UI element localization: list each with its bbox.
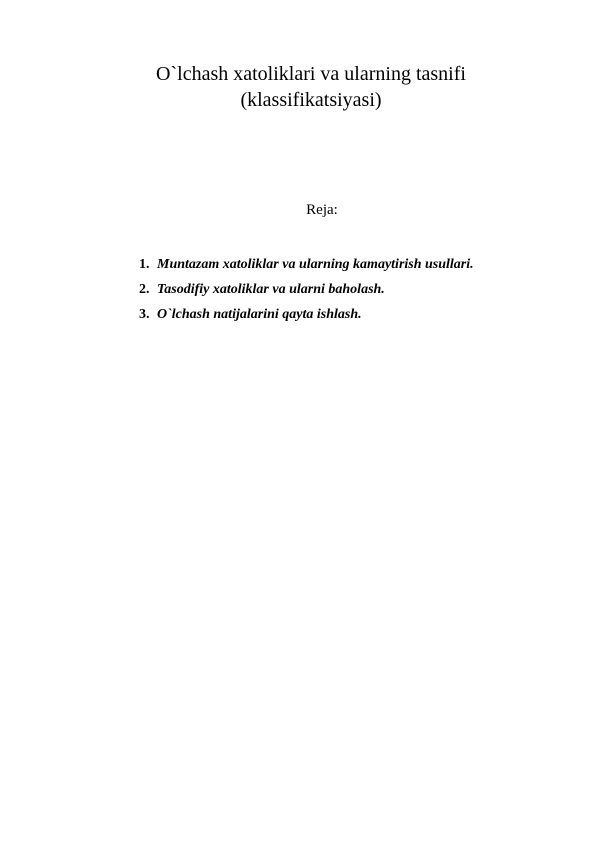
document-subtitle: (klassifikatsiyasi) (240, 89, 382, 111)
list-item (139, 302, 474, 327)
list-item (139, 252, 474, 277)
list-item-text: O`lchash natijalarini qayta ishlash. (157, 307, 362, 322)
document-title: O`lchash xatoliklari va ularning tasnifi (156, 63, 466, 85)
list-item-text: Tasodifiy xatoliklar va ularni baholash. (157, 282, 385, 297)
list-item-number: 2. (139, 282, 150, 297)
list-item-number: 1. (139, 257, 150, 272)
list-item-number: 3. (139, 307, 150, 322)
plan-list (139, 252, 474, 327)
plan-heading: Reja: (306, 202, 338, 218)
list-item-text: Muntazam xatoliklar va ularning kamaytirish usullari. (157, 257, 474, 272)
list-item (139, 277, 474, 302)
